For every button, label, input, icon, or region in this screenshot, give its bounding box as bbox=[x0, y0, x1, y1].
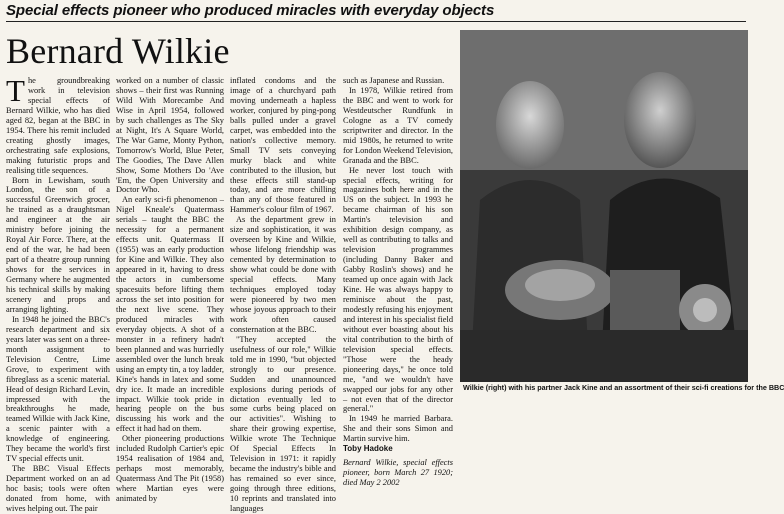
byline: Toby Hadoke bbox=[343, 444, 393, 454]
photo-illustration bbox=[460, 30, 748, 382]
article-column-3 bbox=[230, 76, 336, 514]
article-paragraph: As the department grew in size and sophistication, it was overseen by Kine and Wilkie, whose lifelong friendship was cemented by determination to show what could be done with special effects. Many techniques employed today were pioneered by two men whose joyous approach to their work often caused consternation at the BBC. bbox=[230, 215, 336, 334]
article-paragraph: "They accepted the usefulness of our role," Wilkie told me in 1990, "but objected strongly to our presence. Sudden and unannounced explosions during periods of dictation eventually led to some curbs being placed on our activities". Wishing to share their growing expertise, Wilkie wrote The Technique Of Special Effects In Television in 1971: it rapidly became the industry's bible and has remained so ever since, going through three editions, 10 reprints and translated into languages bbox=[230, 334, 336, 513]
headline-rule bbox=[6, 21, 746, 22]
article-paragraph: In 1949 he married Barbara. She and their sons Simon and Martin survive him. bbox=[343, 414, 453, 444]
photo bbox=[460, 30, 748, 382]
article-paragraph: An early sci-fi phenomenon – Nigel Kneale's Quatermass serials – taught the BBC the necessity for a permanent effects unit. Quatermass II (1955) was an early production for Kine and Wilkie. They also appeared in it, having to dress the actors in cumbersome spacesuits before lifting them across the set into position for the next live scene. They produced miracles with everyday objects. A shot of a monster in a refinery hadn't been planned and was hurriedly assembled over the lunch break using an empty tin, a toy ladder, Kine's hands in latex and some dry ice. It made an incredible impact. Wilkie took pride in hearing people on the bus discussing his work and the effect it had had on them. bbox=[116, 195, 224, 434]
bio-note: Bernard Wilkie, special effects pioneer, born March 27 1920; died May 2 2002 bbox=[343, 458, 453, 488]
article-paragraph: He never lost touch with special effects, writing for magazines both here and in the US on the subject. In 1993 he became chairman of his son Martin's television and exhibition design company, as well as contributing to talks and television programmes (including Danny Baker and Gabby Roslin's shows) and he teamed up once again with Jack Kine. He was always happy to reminisce about the past, modestly refusing his enjoyment and interest in his specialist field without ever boasting about his vital contribution to the birth of television special effects. "Those were the heady pioneering days," he once told me, "and we wouldn't have swapped our jobs for any other – not even that of the director general." bbox=[343, 165, 454, 414]
article-paragraph: Born in Lewisham, south London, the son of a successful Greenwich grocer, he trained as a draughtsman and engineer at the air ministry before joining the Royal Air Force. There, at the end of the war, he had been part of a theatre group running shows for the services in Germany where he augmented his technical skills by making scenery and props and arranging lighting. bbox=[6, 175, 110, 314]
drop-cap: T bbox=[6, 73, 25, 108]
article-paragraph: The groundbreaking work in television special effects of Bernard Wilkie, who has died aged 82, began at the BBC in 1954. There his remit included creating ghostly images, orchestrating safe explosions, making futuristic props and realising title sequences. bbox=[6, 73, 110, 175]
headline: Special effects pioneer who produced miracles with everyday objects bbox=[6, 2, 495, 19]
article-paragraph: In 1948 he joined the BBC's research department and six years later was sent on a three-month assignment to Television Centre, Lime Grove, to experiment with fibreglass as a scenic material. Head of design Richard Levin, impressed with the breakthroughs he made, teamed Wilkie with Jack Kine, a scenic painter with a knowledge of engineering. They became the world's first TV special effects unit. bbox=[6, 314, 110, 464]
article-paragraph: Other pioneering productions included Rudolph Cartier's epic 1954 realisation of 1984 and, perhaps most memorably, Quatermass And The Pit (1958) where Martian eyes were animated by bbox=[116, 434, 224, 504]
article-paragraph: In 1978, Wilkie retired from the BBC and went to work for Westdeutscher Rundfunk in Cologne as a TV comedy scriptwriter and director. In the mid 1980s, he returned to write for London Weekend Television, Granada and the BBC. bbox=[343, 85, 453, 165]
article-paragraph: such as Japanese and Russian. bbox=[343, 76, 445, 85]
article-paragraph: inflated condoms and the image of a churchyard path moving underneath a hapless worker, conjured by ping-pong balls pulled under a gravel carpet, was embedded into the nation's collective memory. Small TV sets conveying murky black and white contributed to the illusion, but these effects still stand-up today, and are more chilling than any of those featured in Hammer's colour film of 1967. bbox=[230, 76, 336, 215]
obituary-name: Bernard Wilkie bbox=[6, 31, 230, 71]
article-column-1 bbox=[6, 73, 110, 514]
article-column-4 bbox=[343, 76, 453, 488]
article-column-2 bbox=[116, 76, 224, 504]
photo-caption: Wilkie (right) with his partner Jack Kine and an assortment of their sci-fi creations for the BBC bbox=[463, 383, 784, 392]
article-paragraph: The BBC Visual Effects Department worked on an ad hoc basis; tools were often donated from home, with wives helping out. The pair bbox=[6, 464, 110, 513]
article-paragraph: worked on a number of classic shows – their first was Running Wild With Morecambe And Wise in April 1954, followed by such challenges as The Sky at Night, It's A Square World, The War Game, Monty Python, Tomorrow's World, Blue Peter, The Goodies, The Dave Allen Show, Some Mothers Do 'Ave 'Em, the Open University and Doctor Who. bbox=[116, 76, 224, 195]
